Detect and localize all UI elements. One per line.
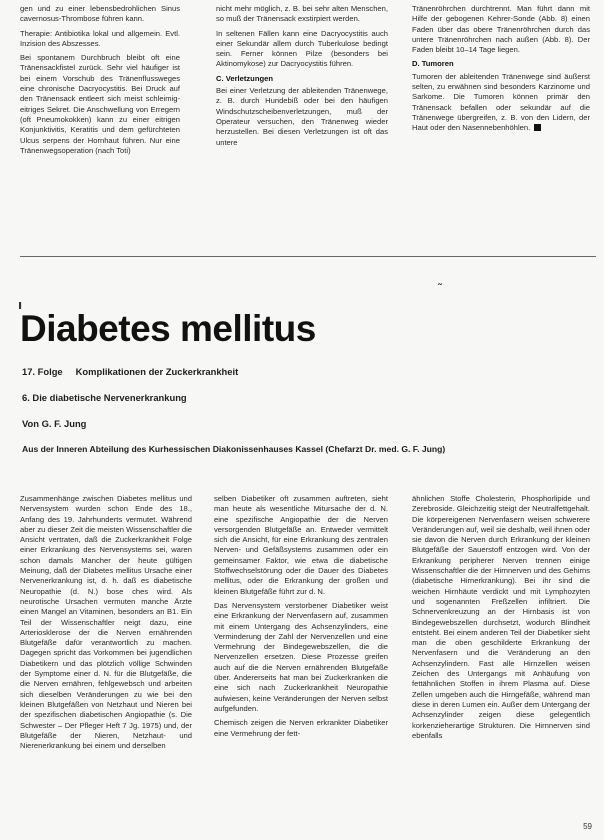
top-col3-para-1: Tränenröhrchen durchtrennt. Man führt dann mit Hilfe der gebogenen Kehrer-Sonde (Abb. 8) einen Faden über das obere Tränenröhrchen durch das untere Tränenröhrchen nach außen (Abb. 8). Der Faden bleibt 10–14 Tage liegen. bbox=[412, 4, 590, 55]
section-divider bbox=[20, 256, 596, 257]
series-line: 17. Folge Komplikationen der Zuckerkrankheit bbox=[22, 366, 239, 377]
section-heading-verletzungen: C. Verletzungen bbox=[216, 73, 273, 83]
top-column-1 bbox=[20, 4, 180, 214]
body-col3-para-1: ähnlichen Stoffe Cholesterin, Phosphorlipide und Zerebroside. Gleichzeitig steigt der Neutralfettgehalt. Die körpereigenen Nervenfasern weisen schwerere Veränderungen auf, weil sie deshalb, weil ihnen oder sie davon die Nerven durch Erkrankung der kleinen Blutgefäße der Sauerstoff entzogen wird. Von der Erkrankung peripherer Nerven trennen einige Wissenschaftler die der Hirnnerven und des Gehirns (diabetische Hirnerkrankung). Bei ihr sind die weichen Hirnhäute verdickt und mit Lymphozyten und sogenannten Freßzellen infiltriert. Die Schnervenkreuzung an der Hirnbasis ist von Bindegewebszellen durchsetzt, wodurch Blindheit entsteht. Bei einem anderen Teil der Diabetiker sieht man die oben geschilderte Erkrankung der Nervenfasern und die Veränderung an den Achsenzylindern. Fast alle Hirnzellen weisen Zeichen des Untergangs mit Anhäufung von fettähnlichen Stoffen in ihrem Plasma auf. Diese Zellen umgeben auch die Hirngefäße, während man diese in deren Lumen ein. Außer dem Untergang der Achsenzylinder zeigen diese gelegentlich korkenzieherartige Strukturen. Die Hirnnerven sind ebenfalls bbox=[412, 494, 590, 740]
top-col1-para-3: Bei spontanem Durchbruch bleibt oft eine Tränensackfistel zurück. Sehr viel häufiger ist bei einem Vorschub des Tränenflussweges eine chronische Dacryocystitis. Bei Druck auf den Tränensack entleert sich meist schleimig-eitriges Sekret. Die Anschwellung von Erregern (oft Pneumokokken) kann zu einer eitrigen Konjunktivitis, Keratitis und dem gefürchteten Ulcus serpens der Hornhaut führen. Nur eine Tränenwegsoperation (nach Toti) bbox=[20, 53, 180, 155]
top-column-2 bbox=[216, 4, 388, 214]
article-subtitle: 6. Die diabetische Nervenerkrankung bbox=[22, 392, 187, 403]
top-col3-para-2 bbox=[412, 72, 590, 134]
top-col1-para-1: gen und zu einer lebensbedrohlichen Sinus cavernosus-Thrombose führen kann. bbox=[20, 4, 180, 24]
top-column-3 bbox=[412, 4, 590, 214]
stray-mark: ˜ bbox=[437, 282, 443, 296]
top-col2-para-1: nicht mehr möglich, z. B. bei sehr alten Menschen, so muß der Tränensack exstirpiert werden. bbox=[216, 4, 388, 24]
top-col1-para-2: Therapie: Antibiotika lokal und allgemein. Evtl. Inzision des Abszesses. bbox=[20, 28, 180, 48]
body-col2-para-1: selben Diabetiker oft zusammen auftreten, sieht man heute als wesentliche Mitursache der d. N. eine spezifische Angiopathie der die Nerven versorgenden Blutgefäße an. Entweder vermittelt sich die Ansicht, für eine Erkrankung des zentralen Nerven- und Gefäßsystems zusammen oder ein gemeinsamer Faktor, wie etwa die diabetische Stoffwechselstörung oder die Dauer des Diabetes mellitus, oder die Erkrankung der großen und kleinen Blutgefäße führt zur d. N. bbox=[214, 494, 388, 596]
body-col2-para-3: Chemisch zeigen die Nerven erkrankter Diabetiker eine Vermehrung der fett- bbox=[214, 718, 388, 738]
body-column-1 bbox=[20, 494, 192, 816]
affiliation-line: Aus der Inneren Abteilung des Kurhessischen Diakonissenhauses Kassel (Chefarzt Dr. med. G. F. Jung) bbox=[22, 444, 446, 454]
article-title: Diabetes mellitus bbox=[20, 308, 316, 349]
body-col2-para-2: Das Nervensystem verstorbener Diabetiker weist eine Erkrankung der Nervenfasern auf, zusammen mit einem Untergang des Achsenzylinders, eine Verminderung der Zahl der Nervenzellen und eine Vermehrung der Bindegewebszellen, die die Nervenzellen ersetzen. Diese Prozesse greifen auch auf die die Nerven ernährenden Blutgefäße über. Andererseits hat man bei Zuckerkranken die eine sich nach Zuckerkrankheit Neuropathie aufwiesen, keine Veränderungen der Nerven selbst aufgefunden. bbox=[214, 600, 388, 713]
end-of-article-mark bbox=[534, 124, 541, 131]
body-col1-para-1: Zusammenhänge zwischen Diabetes mellitus und Nervensystem wurden schon Ende des 18., Anfang des 19. Jahrhunderts vermutet. Während aber zu dieser Zeit die meisten Wissenschaftler die Ansicht vertraten, daß die Zuckerkrankheit Folge einer Erkrankung des Nervensystems sei, waren schon damals Mancher der heute gültigen Meinung, daß der Diabetes mellitus Ursache einer Nervenerkrankung ist, d. h. daß es diabetische Neuropathie (d. N.) bose ches wird. Als neurotische Ursachen vermuten manche Ärzte einen Mangel an Vitaminen, besonders an B1. Ein Teil der Wissenschaftler neigt dazu, eine Arteriosklerose der die Nerven ernährenden Blutgefäße dafür verantwortlich zu machen. Dagegen spricht das Vorkommen bei jugendlichen Diabetikern und das plötzlich völlige Schwinden der Symptome einer d. N. für die Blutgefäße, die die Nerven ernähren, fehlgewebsch und arbeiten sich dieselben Veränderungen zu wie bei den kleinen Blutgefäßen von Netzhaut und Nieren bei der spezifischen diabetischen Angiopathie (s. Die Schwester – Der Pfleger Heft 7 Jg. 1975) und, der Blutgefäße der Nieren, Netzhaut- und Nierenerkrankung bei einem und derselben bbox=[20, 494, 192, 751]
page-number: 59 bbox=[583, 822, 592, 831]
margin-mark: ı bbox=[18, 298, 23, 312]
section-heading-tumoren: D. Tumoren bbox=[412, 59, 454, 69]
body-column-2 bbox=[214, 494, 388, 816]
author-line: Von G. F. Jung bbox=[22, 418, 87, 429]
top-col2-para-3: Bei einer Verletzung der ableitenden Tränenwege, z. B. durch Hundebiß oder bei den häufigen Windschutzscheibenverletzungen, muß der Operateur versuchen, den Tränenweg wieder herzustellen. Bei diesen Verletzungen ist oft das untere bbox=[216, 86, 388, 147]
top-col2-para-2: In seltenen Fällen kann eine Dacryocystitis auch einer Sekundär allem durch Tuberkulose bedingt sein. Ferner können Pilze (besonders bei Aktinomykose) zur Dacryocystitis führen. bbox=[216, 28, 388, 69]
top-col3-text: Tumoren der ableitenden Tränenwege sind äußerst selten, zu erwähnen sind besonders Karzinome und Sarkome. Die Tumoren können primär den Tränensack befallen oder sekundär auf die Tränenwege übergreifen, z. B. von den Lidern, der Haut oder den Nasennebenhöhlen. bbox=[412, 71, 590, 133]
body-column-3 bbox=[412, 494, 590, 816]
